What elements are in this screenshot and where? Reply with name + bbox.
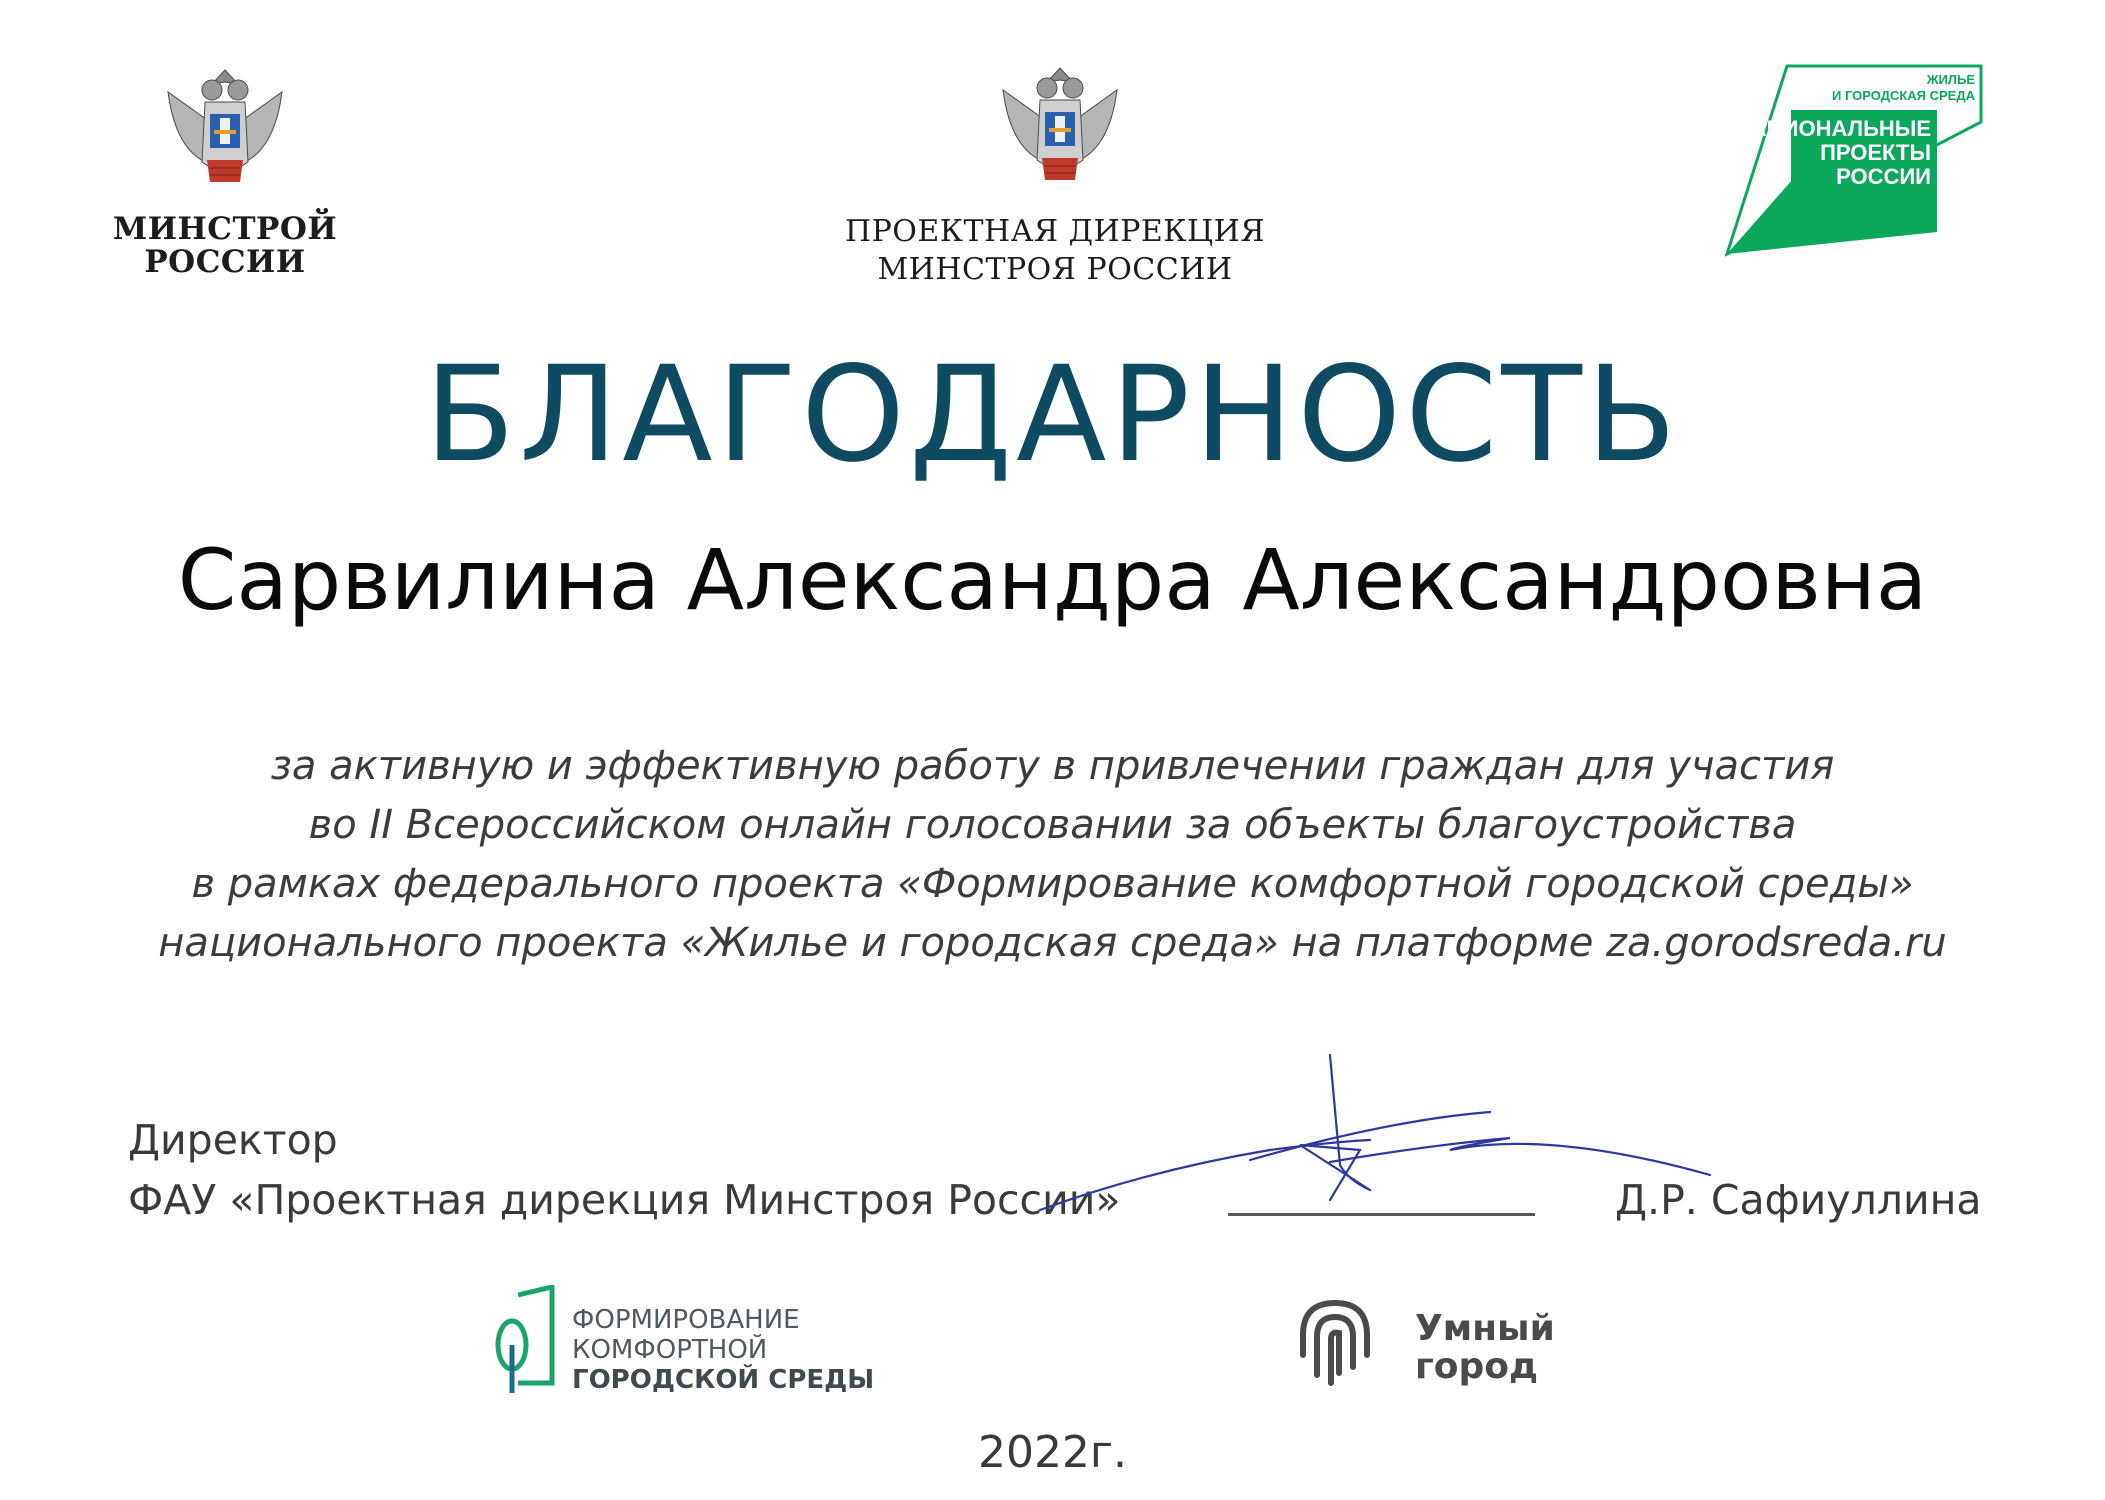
reason-line: во II Всероссийском онлайн голосовании за объекты благоустройства	[308, 802, 1797, 848]
np-name-line2: ПРОЕКТЫ	[1820, 140, 1931, 165]
russian-eagle-emblem-icon	[150, 52, 300, 202]
smart-city-logo-text: Умный город	[1415, 1308, 1555, 1387]
reason-line: за активную и эффективную работу в привлечении граждан для участия	[270, 743, 1835, 789]
certificate-title: БЛАГОДАРНОСТЬ	[424, 338, 1681, 492]
comfortable-city-logo-icon	[490, 1285, 560, 1395]
recipient-name: Сарвилина Александра Александровна	[177, 531, 1928, 629]
np-tagline-line2: И ГОРОДСКАЯ СРЕДА	[1831, 88, 1975, 103]
signer-name: Д.Р. Сафиуллина	[1615, 1176, 1982, 1224]
certificate-year: 2022г.	[977, 1427, 1128, 1478]
smart-city-fingerprint-icon	[1295, 1295, 1375, 1390]
reason-line: в рамках федерального проекта «Формирование комфортной городской среды»	[191, 861, 1914, 907]
signer-position: Директор ФАУ «Проектная дирекция Минстроя России»	[128, 1116, 1121, 1224]
reason-line: национального проекта «Жилье и городская среда» на платформе za.gorodsreda.ru	[158, 920, 1947, 966]
project-directorate-name: ПРОЕКТНАЯ ДИРЕКЦИЯ МИНСТРОЯ РОССИИ	[844, 214, 1266, 287]
ministry-name: МИНСТРОЙ РОССИИ	[112, 211, 338, 280]
russian-eagle-emblem-icon	[985, 50, 1135, 200]
national-projects-logo-icon	[1725, 62, 1985, 258]
reason-text	[0, 737, 2105, 973]
handwritten-signature	[1030, 1050, 1750, 1250]
np-name-line1: НАЦИОНАЛЬНЫЕ	[1734, 116, 1931, 141]
comfortable-city-logo-text: ФОРМИРОВАНИЕ КОМФОРТНОЙ ГОРОДСКОЙ СРЕДЫ	[572, 1305, 875, 1395]
np-tagline-line1: ЖИЛЬЕ	[1926, 72, 1975, 87]
np-name-line3: РОССИИ	[1836, 164, 1931, 189]
